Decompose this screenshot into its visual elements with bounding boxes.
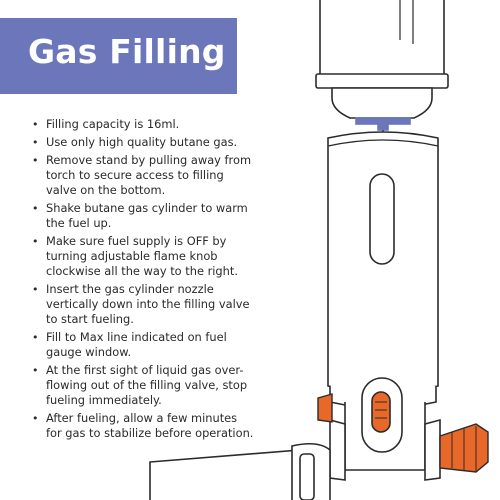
instruction-text: Fill to Max line indicated on fuel gauge window. (46, 330, 227, 359)
instruction-text: Remove stand by pulling away from torch to secure access to filling valve on the bottom. (46, 153, 252, 197)
instruction-text: At the first sight of liquid gas over-flowing out of the filling valve, stop fueling immediately. (46, 363, 248, 407)
bullet-icon: • (32, 154, 39, 167)
instruction-text: After fueling, allow a few minutes for gas to stabilize before operation. (46, 411, 254, 440)
bullet-icon: • (32, 136, 39, 149)
instruction-text: Use only high quality butane gas. (46, 135, 238, 149)
burner-nozzle-icon (150, 444, 330, 500)
bullet-icon: • (32, 118, 39, 131)
butane-cylinder-icon (316, 0, 448, 138)
bullet-icon: • (32, 412, 39, 425)
instruction-text: Make sure fuel supply is OFF by turning adjustable flame knob clockwise all the way to the right. (46, 234, 238, 278)
orange-tab-icon (318, 394, 332, 422)
page-title: Gas Filling (28, 32, 226, 71)
bullet-icon: • (32, 202, 39, 215)
flame-knob-icon (440, 424, 488, 472)
instruction-text: Shake butane gas cylinder to warm the fuel up. (46, 201, 248, 230)
bullet-icon: • (32, 331, 39, 344)
bullet-icon: • (32, 283, 39, 296)
bullet-icon: • (32, 364, 39, 377)
bullet-icon: • (32, 235, 39, 248)
instruction-text: Filling capacity is 16ml. (46, 117, 180, 131)
torch-body-icon (328, 132, 440, 480)
instruction-text: Insert the gas cylinder nozzle vertically down into the filling valve to start fueling. (46, 282, 250, 326)
